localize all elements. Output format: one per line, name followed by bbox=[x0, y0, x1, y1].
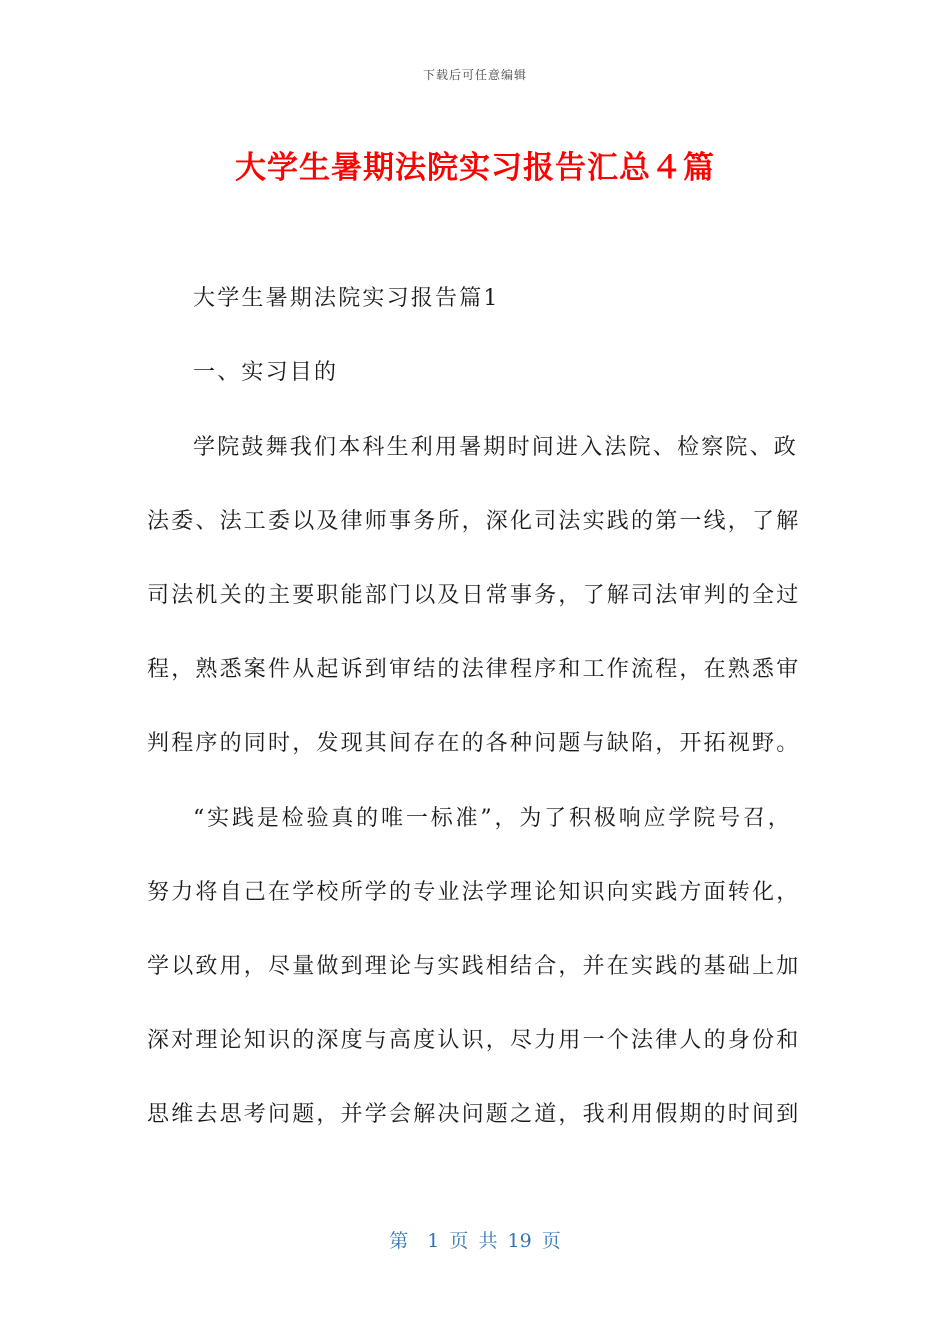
page-number-footer: 第 1 页 共 19 页 bbox=[389, 1230, 561, 1252]
paragraph-line: 司法机关的主要职能部门以及日常事务，了解司法审判的全过 bbox=[147, 583, 801, 608]
section-heading: 大学生暑期法院实习报告篇1 bbox=[193, 286, 500, 311]
subsection-heading: 一、实习目的 bbox=[193, 360, 339, 385]
paragraph-line: 学以致用，尽量做到理论与实践相结合，并在实践的基础上加 bbox=[147, 954, 801, 979]
header-note: 下载后可任意编辑 bbox=[422, 68, 527, 82]
paragraph-line: 思维去思考问题，并学会解决问题之道，我利用假期的时间到 bbox=[147, 1102, 801, 1127]
paragraph-line: 学院鼓舞我们本科生利用暑期时间进入法院、检察院、政 bbox=[193, 435, 799, 460]
paragraph-line: 法委、法工委以及律师事务所，深化司法实践的第一线，了解 bbox=[147, 509, 801, 534]
document-title: 大学生暑期法院实习报告汇总４篇 bbox=[235, 150, 715, 186]
paragraph-line: 判程序的同时，发现其间存在的各种问题与缺陷，开拓视野。 bbox=[147, 731, 801, 756]
paragraph-line: “实践是检验真的唯一标准”，为了积极响应学院号召， bbox=[193, 806, 792, 831]
paragraph-line: 努力将自己在学校所学的专业法学理论知识向实践方面转化， bbox=[147, 880, 801, 905]
paragraph-line: 深对理论知识的深度与高度认识，尽力用一个法律人的身份和 bbox=[147, 1028, 801, 1053]
paragraph-line: 程，熟悉案件从起诉到审结的法律程序和工作流程，在熟悉审 bbox=[147, 657, 801, 682]
